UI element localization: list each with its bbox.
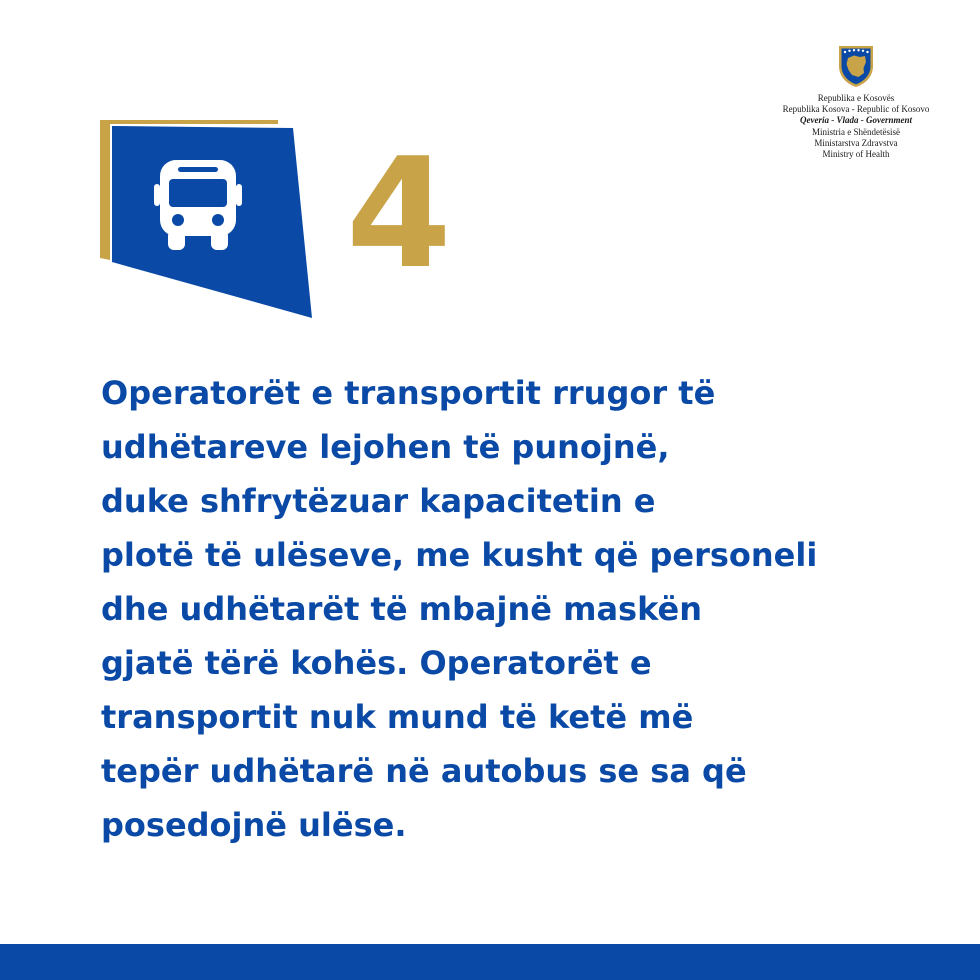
header-line-republic-of-kosovo: Republika Kosova - Republic of Kosovo: [782, 104, 930, 115]
message-line: plotë të ulëseve, me kusht që personeli: [101, 536, 818, 574]
message-line: Operatorët e transportit rrugor të: [101, 374, 716, 412]
message-line: udhëtareve lejohen të punojnë,: [101, 428, 670, 466]
bus-icon: [154, 158, 242, 252]
header-line-ministarstva: Ministarstva Zdravstva: [814, 137, 898, 148]
message-line: posedojnë ulëse.: [101, 806, 407, 844]
message-line: transportit nuk mund të ketë më: [101, 698, 694, 736]
message-line: gjatë tërë kohës. Operatorët e: [101, 644, 652, 682]
header-line-government: Qeveria - Vlada - Government: [800, 115, 912, 126]
message-line: tepër udhëtarë në autobus se sa që: [101, 752, 747, 790]
bottom-bar: [0, 944, 980, 980]
header-line-ministria: Ministria e Shëndetësisë: [812, 126, 900, 137]
kosovo-coat-of-arms-icon: [837, 44, 875, 88]
message-line: duke shfrytëzuar kapacitetin e: [101, 482, 656, 520]
message-line: dhe udhëtarët të mbajnë maskën: [101, 590, 702, 628]
government-header: [776, 44, 936, 160]
step-number: 4: [346, 125, 450, 302]
header-line-ministry-of-health: Ministry of Health: [822, 149, 890, 160]
message-text: [101, 366, 941, 852]
header-line-republika-e-kosoves: Republika e Kosovës: [817, 93, 895, 103]
